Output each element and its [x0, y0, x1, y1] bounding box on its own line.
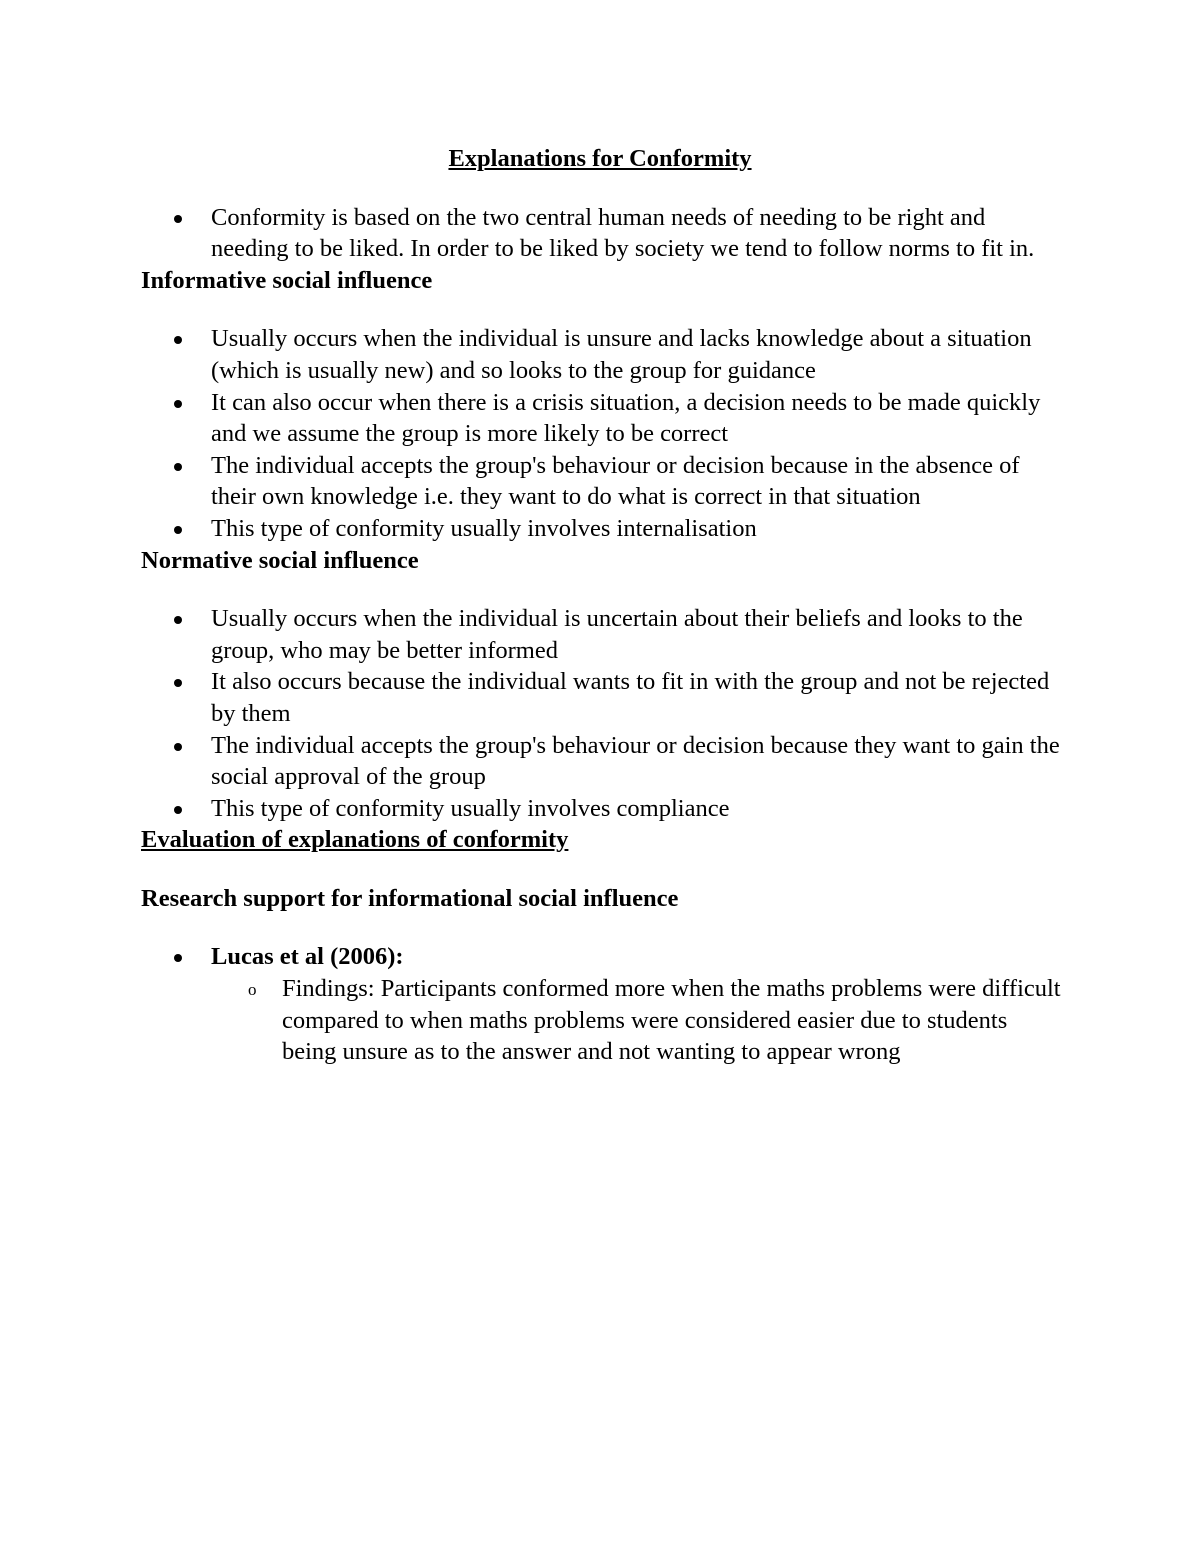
list-item: The individual accepts the group's behaviour or decision because they want to gain the social approval of the group [141, 730, 1061, 793]
section-heading-informative: Informative social influence [141, 266, 433, 294]
informative-list [141, 323, 1061, 544]
section-heading-evaluation: Evaluation of explanations of conformity [141, 826, 569, 854]
list-item: The individual accepts the group's behaviour or decision because in the absence of their own knowledge i.e. they want to do what is correct in that situation [141, 450, 1061, 513]
section-heading-normative: Normative social influence [141, 546, 419, 574]
document-content [141, 143, 1061, 1068]
list-item: This type of conformity usually involves compliance [141, 793, 1061, 825]
subheading-research-support: Research support for informational social influence [141, 884, 679, 912]
list-item: This type of conformity usually involves internalisation [141, 513, 1061, 545]
normative-list [141, 603, 1061, 824]
intro-list [141, 202, 1061, 265]
list-item: Conformity is based on the two central human needs of needing to be right and needing to be liked. In order to be liked by society we tend to follow norms to fit in. [141, 202, 1061, 265]
study-label: Lucas et al (2006): [211, 943, 404, 971]
list-item: Usually occurs when the individual is uncertain about their beliefs and looks to the group, who may be better informed [141, 603, 1061, 666]
list-item: Usually occurs when the individual is unsure and lacks knowledge about a situation (which is usually new) and so looks to the group for guidance [141, 323, 1061, 386]
list-item: It also occurs because the individual wants to fit in with the group and not be rejected by them [141, 666, 1061, 729]
study-list [141, 941, 1061, 1067]
study-sublist [211, 973, 1061, 1068]
study-item [141, 941, 1061, 1067]
study-findings: o Findings: Participants conformed more when the maths problems were difficult compared to when maths problems were considered easier due to students being unsure as to the answer and not wanting to appear wrong [211, 973, 1061, 1068]
list-item: It can also occur when there is a crisis situation, a decision needs to be made quickly and we assume the group is more likely to be correct [141, 387, 1061, 450]
page-title: Explanations for Conformity [448, 145, 752, 172]
